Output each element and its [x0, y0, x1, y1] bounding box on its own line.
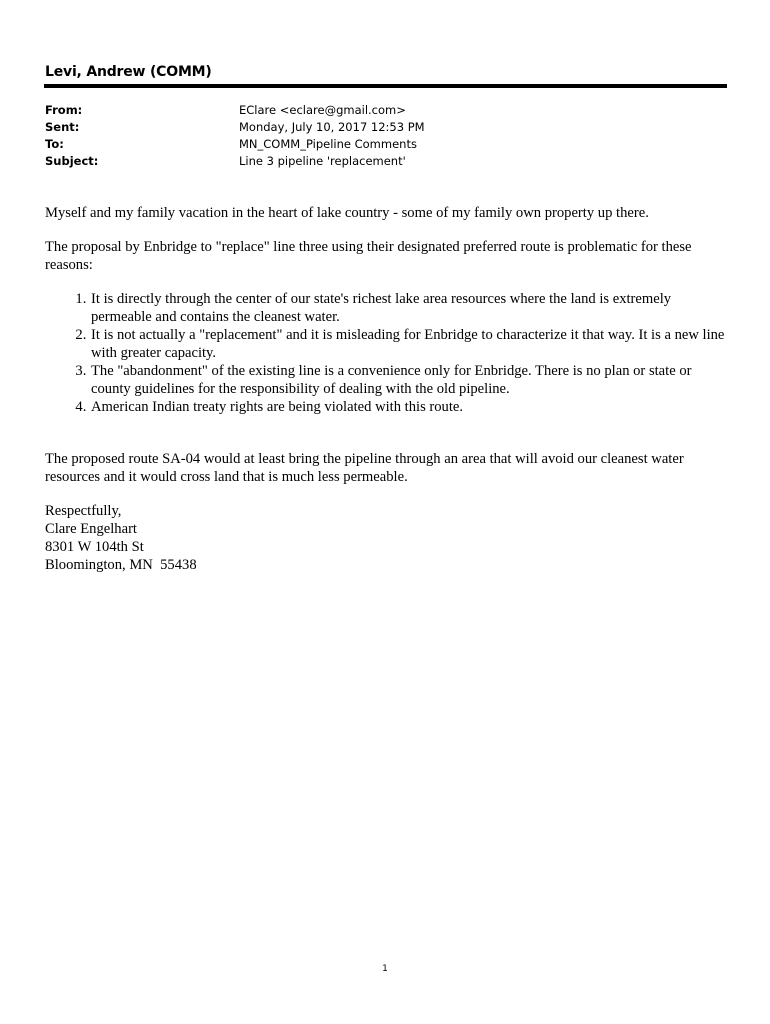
body-paragraph: Myself and my family vacation in the heart of lake country - some of my family own property up there.: [45, 205, 649, 221]
subject-value: Line 3 pipeline 'replacement': [239, 154, 406, 168]
closing-paragraph: The proposed route SA-04 would at least bring the pipeline through an area that will avoid our cleanest water resources and it would cross land that is much less permeable.: [45, 451, 684, 485]
subject-label: Subject:: [45, 154, 99, 168]
signature-street: 8301 W 104th St: [45, 539, 144, 555]
from-value: EClare <eclare@gmail.com>: [239, 103, 406, 117]
signature-salutation: Respectfully,: [45, 503, 122, 519]
signature-city: Bloomington, MN 55438: [45, 557, 197, 573]
page-number: 1: [382, 964, 388, 974]
reasons-list: [45, 290, 730, 416]
sent-label: Sent:: [45, 120, 80, 134]
reason-item: 2. It is not actually a "replacement" and it is misleading for Enbridge to characterize it that way. It is a new line with greater capacity.: [90, 326, 730, 362]
sent-value: Monday, July 10, 2017 12:53 PM: [239, 120, 425, 134]
signature-name: Clare Engelhart: [45, 521, 137, 537]
reason-item: 4. American Indian treaty rights are being violated with this route.: [90, 398, 730, 416]
to-label: To:: [45, 137, 64, 151]
body-paragraph: The proposal by Enbridge to "replace" line three using their designated preferred route is problematic for these reasons:: [45, 239, 692, 273]
from-label: From:: [45, 103, 83, 117]
reason-item: 3. The "abandonment" of the existing line is a convenience only for Enbridge. There is no plan or state or county guidelines for the responsibility of dealing with the old pipeline.: [90, 362, 730, 398]
signature-block: [45, 502, 730, 574]
email-body: [45, 204, 730, 574]
to-value: MN_COMM_Pipeline Comments: [239, 137, 417, 151]
mailbox-owner-heading: Levi, Andrew (COMM): [45, 64, 212, 80]
reason-item: 1. It is directly through the center of our state's richest lake area resources where the land is extremely permeable and contains the cleanest water.: [90, 290, 730, 326]
spacer: [45, 432, 730, 450]
header-divider: [44, 84, 727, 88]
